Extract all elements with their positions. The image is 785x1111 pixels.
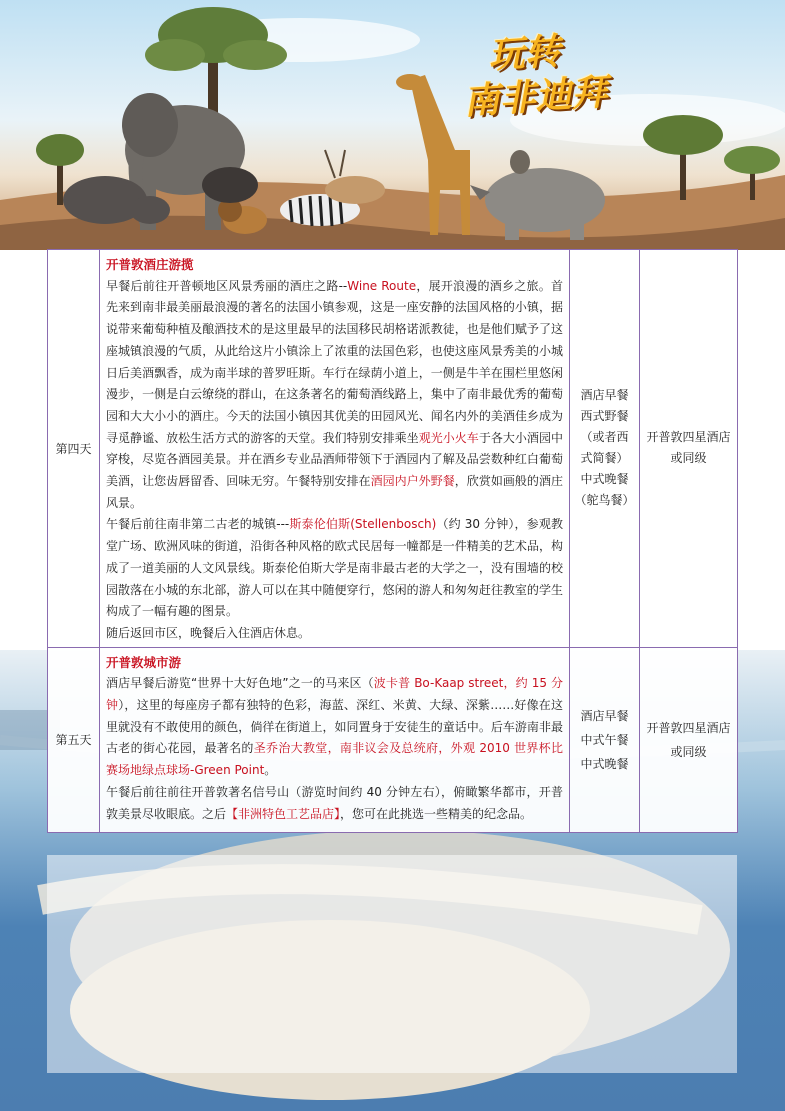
day-title: 开普敦城市游	[106, 654, 182, 670]
day-description	[100, 250, 570, 648]
highlight-text: 观光小火车	[418, 430, 479, 445]
highlight-text: 斯泰伦伯斯(Stellenbosch)	[289, 517, 437, 532]
body-text: ，欣赏如画般的酒庄风景。	[106, 474, 563, 510]
buffalo-icon	[202, 167, 258, 203]
body-text: ，展开浪漫的酒乡之旅。首先来到南非最美丽最浪漫的著名的法国小镇参观，这是一座安静的法国风格的小镇，据说带来葡萄种植及酿酒技术的是这里最早的法国移民胡格诺派教徒，也是他们赋予了这座城镇浪漫的气质，从此给这片小镇涂上了浓重的法国色彩，也使这座风景秀美的小城日后美酒飘香，成为南半球的普罗旺斯。车行在绿荫小道上，一侧是牛羊在围栏里悠闲漫步，一侧是白云缭绕的群山，在这条著名的葡萄酒线路上，集中了南非最优秀的葡萄园和大大小小的酒庄。今天的法国小镇因其优美的田园风光、闻名内外的美酒佳乡成为寻觅静谧、放松生活方式的游客的天堂。我们特别安排乘坐	[106, 278, 563, 445]
meal-line: （鸵鸟餐）	[574, 493, 635, 508]
paragraph	[106, 514, 563, 623]
meal-line: 酒店早餐	[580, 388, 629, 403]
day-paragraphs	[106, 276, 563, 645]
header-banner	[0, 0, 785, 250]
meal-line: 式简餐）	[580, 451, 629, 466]
itinerary-row-day4	[48, 250, 738, 648]
day-title: 开普敦酒庄游揽	[106, 257, 194, 272]
highlight-text: Wine Route	[347, 278, 417, 293]
meal-line: 中式晚餐	[580, 756, 629, 771]
paragraph	[106, 782, 563, 825]
lower-blank-panel	[47, 855, 737, 1073]
baboon-icon	[510, 150, 530, 174]
body-text: ，您可在此挑选一些精美的纪念品。	[340, 806, 533, 821]
meal-line: 中式午餐	[580, 732, 629, 747]
highlight-text: 波卡普 Bo-Kaap street，约 15 分钟	[106, 676, 563, 713]
body-text: 午餐后前往前往开普敦著名信号山（游览时间约 40 分钟左右），俯瞰繁华都市，开普敦美景尽收眼底。之后	[106, 784, 563, 821]
day-description	[100, 647, 570, 832]
hotel-cell: 开普敦四星酒店或同级	[640, 250, 738, 648]
day-label: 第四天	[48, 250, 100, 648]
paragraph	[106, 276, 563, 515]
meals-cell	[570, 250, 640, 648]
body-text: 早餐后前往开普顿地区风景秀丽的酒庄之路--	[106, 278, 348, 293]
body-text: 午餐后前往南非第二古老的城镇---	[106, 517, 290, 532]
day-label: 第五天	[48, 647, 100, 832]
body-text: （约 30 分钟），参观教堂广场、欧洲风味的街道，沿街各种风格的欧式民居每一幢都是一件精美的艺术品，构成了一道美丽的人文风景线。斯泰伦伯斯大学是南非最古老的大学之一，没有围墙的校园散落在小城的东北部，游人可以在其中随便穿行，悠闲的游人和匆匆赶往教室的学生构成了一幅有趣的图景。	[106, 517, 564, 619]
paragraph	[106, 673, 563, 782]
body-text: 酒店早餐后游览“世界十大好色地”之一的马来区（	[106, 676, 374, 691]
meal-line: （或者西	[580, 430, 629, 445]
meal-line: 中式晚餐	[580, 472, 629, 487]
body-text: 。	[264, 763, 277, 778]
day-description-clip	[106, 652, 563, 830]
meal-list	[574, 385, 635, 511]
paragraph	[106, 623, 563, 645]
day-paragraphs	[106, 673, 563, 825]
itinerary-row-day5	[48, 647, 738, 832]
highlight-text: 圣乔治大教堂，南非议会及总统府，外观 2010 世界杯比赛场地绿点球场-Green Point	[106, 741, 563, 778]
meal-list	[574, 704, 635, 776]
banner-title	[459, 23, 665, 125]
meal-line: 西式野餐	[580, 409, 629, 424]
antelope-icon	[325, 150, 385, 204]
body-text: 随后返回市区，晚餐后入住酒店休息。	[106, 625, 311, 640]
safari-illustration	[0, 0, 785, 250]
hotel-cell: 开普敦四星酒店或同级	[640, 647, 738, 832]
meals-cell	[570, 647, 640, 832]
meal-line: 酒店早餐	[580, 708, 629, 723]
highlight-text: 酒园内户外野餐	[370, 474, 455, 489]
highlight-text: 【非洲特色工艺品店】	[226, 806, 341, 821]
banner-title-line2: 南非迪拜	[462, 71, 609, 123]
banner-title-line1: 玩转	[487, 31, 562, 78]
body-text: 于各大小酒园中穿梭，尽览各酒园美景。并在酒乡专业品酒师带领下于酒园内了解及品尝数种红白葡萄美酒，让您齿唇留香、回味无穷。午餐特别安排在	[106, 430, 563, 489]
body-text: ），这里的每座房子都有独特的色彩，海蓝、深红、米黄、大绿、深紫……好像在这里就没有不敢使用的颜色，倘徉在街道上，如同置身于安徒生的童话中。后车游南非最古老的街心花园，最著名的	[106, 698, 563, 756]
itinerary-table	[47, 249, 738, 833]
